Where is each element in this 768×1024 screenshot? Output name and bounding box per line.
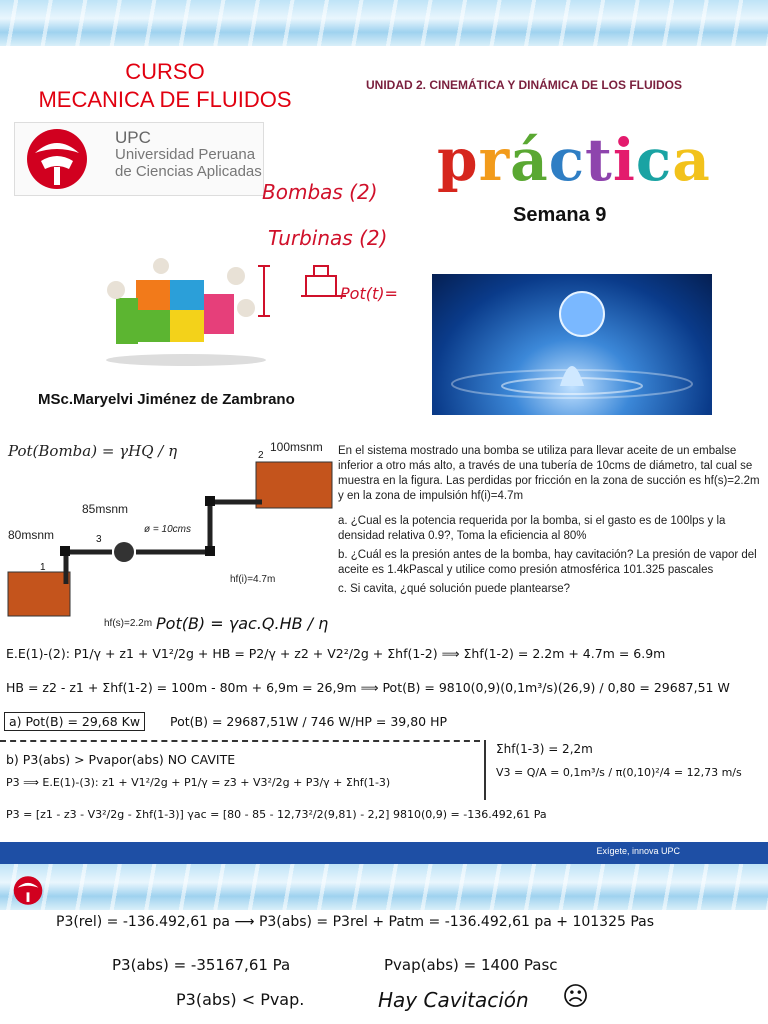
problem-statement xyxy=(338,444,762,601)
power-formula: Pot(Bomba) = γHQ / η xyxy=(8,442,178,460)
slide-problem xyxy=(0,424,768,842)
course-line-2: MECANICA DE FLUIDOS xyxy=(38,87,292,112)
hw-hb-eq: HB = z2 - z1 + Σhf(1-2) = 100m - 80m + 6,9m = 26,9m ⟹ Pot(B) = 9810(0,9)(0,1m³/s)(26,9) / 0,80 = 29687,51 W xyxy=(6,680,730,695)
upc-emblem-small-icon xyxy=(8,870,48,910)
slide-continuation xyxy=(0,864,768,1024)
question-c: c. Si cavita, ¿qué solución puede plantearse? xyxy=(338,583,571,595)
diameter-label: ø = 10cms xyxy=(144,524,191,535)
point-2-label: 2 xyxy=(258,450,264,461)
separator xyxy=(0,740,480,742)
upc-logo-text: UPC Universidad Peruana de Ciencias Aplicadas xyxy=(115,128,262,180)
slide-title xyxy=(0,0,768,424)
puzzle-teamwork-illustration xyxy=(96,250,276,370)
hw-pot-def: Pot(B) = γac.Q.HB / η xyxy=(156,614,329,633)
author-name: MSc.Maryelvi Jiménez de Zambrano xyxy=(38,391,295,408)
practica-title: práctica xyxy=(437,126,711,194)
hf-suction-label: hf(s)=2.2m xyxy=(104,618,153,629)
question-b: b. ¿Cuál es la presión antes de la bomba, hay cavitación? La presión de vapor del aceite es 1.4kPascal y utilice como presión atmosférica 101.325 pascales xyxy=(338,549,757,576)
hw-b-p3: P3 = [z1 - z3 - V3²/2g - Σhf(1-3)] γac = [80 - 85 - 12,73²/2(9,81) - 2,2] 9810(0,9) = -136.492,61 Pa xyxy=(6,808,547,821)
question-a: a. ¿Cual es la potencia requerida por la bomba, si el gasto es de 100lps y la densidad relativa 0.9?, Toma la eficiencia al 80% xyxy=(338,515,726,542)
level-85-label: 85msnm xyxy=(82,502,129,516)
hw-p3-abs-eq: P3(rel) = -136.492,61 pa ⟶ P3(abs) = P3rel + Patm = -136.492,61 pa + 101325 Pas xyxy=(56,914,655,930)
hw-compare: P3(abs) < Pvap. xyxy=(176,990,305,1009)
water-header-banner xyxy=(0,0,768,46)
course-line-1: CURSO xyxy=(125,59,205,84)
hw-result-kw: a) Pot(B) = 29,68 Kw xyxy=(4,712,145,731)
upc-emblem-icon xyxy=(15,123,99,193)
point-3-label: 3 xyxy=(96,534,102,545)
hw-result-hp: Pot(B) = 29687,51W / 746 W/HP = 39,80 HP xyxy=(170,714,448,729)
hw-b-v3: V3 = Q/A = 0,1m³/s / π(0,10)²/4 = 12,73 m/s xyxy=(496,766,742,779)
hw-b-energy: P3 ⟹ E.E(1)-(3): z1 + V1²/2g + P1/γ = z3 + V3²/2g + P3/γ + Σhf(1-3) xyxy=(6,776,391,789)
point-1-label: 1 xyxy=(40,562,46,573)
hw-conclusion: Hay Cavitación xyxy=(378,988,529,1012)
hw-b-hf: Σhf(1-3) = 2,2m xyxy=(496,742,593,756)
hw-energy-eq: E.E(1)-(2): P1/γ + z1 + V1²/2g + HB = P2/γ + z2 + V2²/2g + Σhf(1-2) ⟹ Σhf(1-2) = 2.2m + 4.7m = 6.9m xyxy=(6,646,666,661)
unit-title: UNIDAD 2. CINEMÁTICA Y DINÁMICA DE LOS FLUIDOS xyxy=(366,78,683,92)
upc-logo xyxy=(14,122,264,196)
hw-b-condition: b) P3(abs) > Pvapor(abs) NO CAVITE xyxy=(6,752,236,767)
handwritten-bombas: Bombas (2) xyxy=(262,180,378,204)
level-100-label: 100msnm xyxy=(270,440,323,454)
footer-bar xyxy=(0,842,768,864)
problem-intro: En el sistema mostrado una bomba se utiliza para llevar aceite de un embalse inferior a otro más alto, a través de una tubería de 10cms de diámetro, tal cual se muestra en la figura. Las perdidas por fricción en la zona de succión es hf(s)=2.2m y en la zona de impulsión hf(i)=4.7m xyxy=(338,445,760,502)
water-header-banner-2 xyxy=(0,864,768,910)
handwritten-pot: Pot(t)= xyxy=(340,284,398,303)
course-title xyxy=(0,58,330,114)
sad-face-icon: ☹ xyxy=(562,982,590,1012)
week-label: Semana 9 xyxy=(513,204,607,226)
vertical-divider xyxy=(484,740,486,800)
hw-pvap-value: Pvap(abs) = 1400 Pasc xyxy=(384,956,558,974)
hf-impulsion-label: hf(i)=4.7m xyxy=(230,574,276,585)
level-80-label: 80msnm xyxy=(8,528,55,542)
footer-slogan: Exígete, innova UPC xyxy=(596,846,680,856)
handwritten-turbinas: Turbinas (2) xyxy=(268,226,388,250)
water-drop-photo xyxy=(432,274,712,415)
hw-p3-abs-value: P3(abs) = -35167,61 Pa xyxy=(112,956,291,974)
